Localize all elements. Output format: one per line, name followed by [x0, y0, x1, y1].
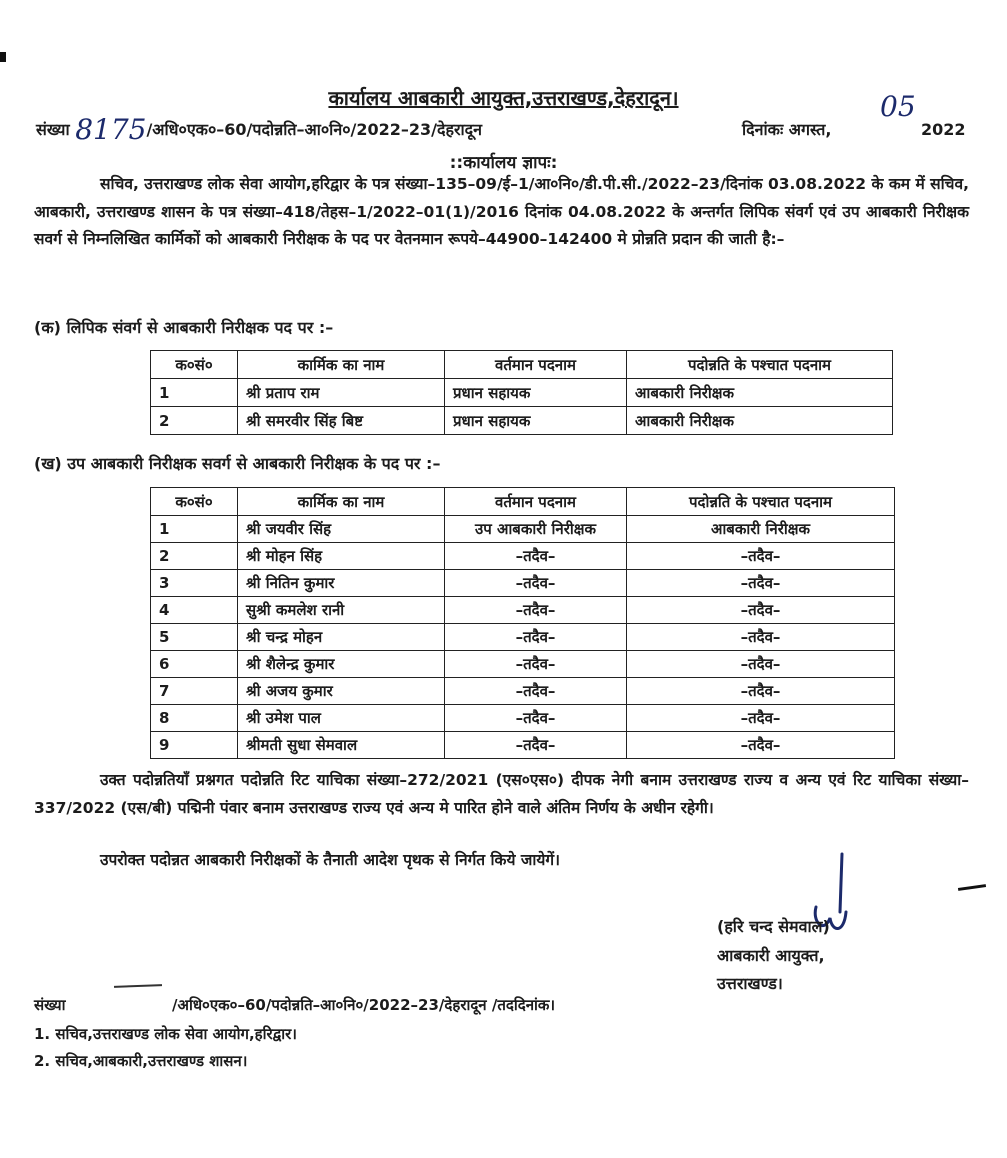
- table-row: [151, 705, 895, 732]
- cell-serial: 4: [151, 597, 238, 624]
- column-header-current-post: वर्तमान पदनाम: [445, 351, 627, 379]
- copy-recipient-2: 2. सचिव,आबकारी,उत्तराखण्ड शासन।: [34, 1052, 248, 1070]
- cell-name: श्री मोहन सिंह: [238, 543, 445, 570]
- table-row: [151, 379, 893, 407]
- promotion-table-sub-inspector: [150, 487, 895, 759]
- signatory-place: उत्तराखण्ड।: [717, 974, 783, 993]
- table-row: [151, 651, 895, 678]
- column-header-serial: क०सं०: [151, 351, 238, 379]
- column-header-name: कार्मिक का नाम: [238, 488, 445, 516]
- column-header-promoted-post: पदोन्नति के पश्चात पदनाम: [627, 488, 895, 516]
- cell-name: श्री अजय कुमार: [238, 678, 445, 705]
- cell-promoted-post: –तदैव–: [627, 597, 895, 624]
- body-paragraph-2: उक्त पदोन्नतियॉं प्रश्नगत पदोन्नति रिट याचिका संख्या–272/2021 (एस०एस०) दीपक नेगी बनाम उत्तराखण्ड राज्य व अन्य एवं रिट याचिका संख्या–337/2022 (एस/बी) पद्मिनी पंवार बनाम उत्तराखण्ड राज्य एवं अन्य मे पारित होने वाले अंतिम निर्णय के अधीन रहेगी।: [34, 771, 969, 817]
- reference-line: [36, 113, 482, 146]
- cell-serial: 7: [151, 678, 238, 705]
- handwritten-date-day: 05: [880, 90, 916, 123]
- cell-promoted-post: आबकारी निरीक्षक: [627, 379, 893, 407]
- blank-number-line: [114, 984, 162, 988]
- cell-promoted-post: आबकारी निरीक्षक: [627, 516, 895, 543]
- cell-name: श्री शैलेन्द्र कुमार: [238, 651, 445, 678]
- table-row: [151, 516, 895, 543]
- reference-text: /अधि०एक०–60/पदोन्नति–आ०नि०/2022–23/देहरादून: [146, 120, 483, 139]
- table-row: [151, 407, 893, 435]
- signatory-designation: आबकारी आयुक्त,: [717, 946, 825, 965]
- cell-promoted-post: –तदैव–: [627, 570, 895, 597]
- cell-name: सुश्री कमलेश रानी: [238, 597, 445, 624]
- cell-serial: 1: [151, 379, 238, 407]
- cell-name: श्री उमेश पाल: [238, 705, 445, 732]
- number-label: संख्या: [36, 120, 70, 139]
- table-row: [151, 624, 895, 651]
- copy-recipient-1: 1. सचिव,उत्तराखण्ड लोक सेवा आयोग,हरिद्वार।: [34, 1025, 297, 1043]
- cell-current-post: –तदैव–: [445, 597, 627, 624]
- cell-promoted-post: –तदैव–: [627, 705, 895, 732]
- cell-serial: 5: [151, 624, 238, 651]
- column-header-promoted-post: पदोन्नति के पश्चात पदनाम: [627, 351, 893, 379]
- cell-serial: 6: [151, 651, 238, 678]
- footer-reference: /अधि०एक०–60/पदोन्नति–आ०नि०/2022–23/देहरादून /तददिनांक।: [172, 996, 556, 1014]
- cell-current-post: –तदैव–: [445, 651, 627, 678]
- handwritten-number: 8175: [75, 113, 147, 146]
- cell-serial: 8: [151, 705, 238, 732]
- cell-name: श्री प्रताप राम: [238, 379, 445, 407]
- section-a-heading: (क) लिपिक संवर्ग से आबकारी निरीक्षक पद पर :–: [34, 318, 334, 337]
- body-paragraph-3: उपरोक्त पदोन्नत आबकारी निरीक्षकों के तैनाती आदेश पृथक से निर्गत किये जायेगें।: [100, 851, 560, 869]
- table-header-row: [151, 488, 895, 516]
- table-row: [151, 543, 895, 570]
- cell-name: श्री चन्द्र मोहन: [238, 624, 445, 651]
- column-header-serial: क०सं०: [151, 488, 238, 516]
- cell-name: श्रीमती सुधा सेमवाल: [238, 732, 445, 759]
- cell-current-post: –तदैव–: [445, 678, 627, 705]
- cell-current-post: उप आबकारी निरीक्षक: [445, 516, 627, 543]
- footer-number-label: संख्या: [34, 996, 66, 1014]
- table-row: [151, 678, 895, 705]
- cell-current-post: –तदैव–: [445, 570, 627, 597]
- promotion-table-clerical: [150, 350, 893, 435]
- cell-promoted-post: –तदैव–: [627, 624, 895, 651]
- table-row: [151, 732, 895, 759]
- date-year: 2022: [921, 120, 966, 139]
- cell-promoted-post: –तदैव–: [627, 732, 895, 759]
- pen-mark: [958, 884, 986, 891]
- column-header-name: कार्मिक का नाम: [238, 351, 445, 379]
- cell-current-post: –तदैव–: [445, 624, 627, 651]
- cell-serial: 1: [151, 516, 238, 543]
- cell-promoted-post: –तदैव–: [627, 651, 895, 678]
- cell-name: श्री समरवीर सिंह बिष्ट: [238, 407, 445, 435]
- table-row: [151, 597, 895, 624]
- cell-promoted-post: आबकारी निरीक्षक: [627, 407, 893, 435]
- office-title: कार्यालय आबकारी आयुक्त,उत्तराखण्ड,देहरादून।: [328, 86, 679, 110]
- date-label: दिनांकः अगस्त,: [742, 120, 832, 139]
- table-row: [151, 570, 895, 597]
- cell-current-post: –तदैव–: [445, 543, 627, 570]
- body-paragraph-1: सचिव, उत्तराखण्ड लोक सेवा आयोग,हरिद्वार के पत्र संख्या–135–09/ई–1/आ०नि०/डी.पी.सी./2022–23/दिनांक 03.08.2022 के कम में सचिव, आबकारी, उत्तराखण्ड शासन के पत्र संख्या–418/तेहस–1/2022–01(1)/2016 दिनांक 04.08.2022 के अन्तर्गत लिपिक संवर्ग एवं उप आबकारी निरीक्षक सवर्ग से निम्नलिखित कार्मिकों को आबकारी निरीक्षक के पद पर वेतनमान रूपये–44900–142400 मे प्रोन्नति प्रदान की जाती है:–: [34, 175, 969, 248]
- signatory-name: (हरि चन्द सेमवाल): [717, 917, 830, 936]
- section-b-heading: (ख) उप आबकारी निरीक्षक सवर्ग से आबकारी निरीक्षक के पद पर :–: [34, 454, 441, 473]
- cell-promoted-post: –तदैव–: [627, 678, 895, 705]
- cell-serial: 3: [151, 570, 238, 597]
- cell-current-post: –तदैव–: [445, 732, 627, 759]
- cell-current-post: प्रधान सहायक: [445, 379, 627, 407]
- cell-promoted-post: –तदैव–: [627, 543, 895, 570]
- cell-name: श्री नितिन कुमार: [238, 570, 445, 597]
- column-header-current-post: वर्तमान पदनाम: [445, 488, 627, 516]
- cell-current-post: प्रधान सहायक: [445, 407, 627, 435]
- cell-name: श्री जयवीर सिंह: [238, 516, 445, 543]
- table-header-row: [151, 351, 893, 379]
- memo-title: ::कार्यालय ज्ञापः:: [449, 153, 558, 173]
- cell-serial: 2: [151, 407, 238, 435]
- cell-current-post: –तदैव–: [445, 705, 627, 732]
- cell-serial: 2: [151, 543, 238, 570]
- scan-mark: [0, 52, 6, 62]
- cell-serial: 9: [151, 732, 238, 759]
